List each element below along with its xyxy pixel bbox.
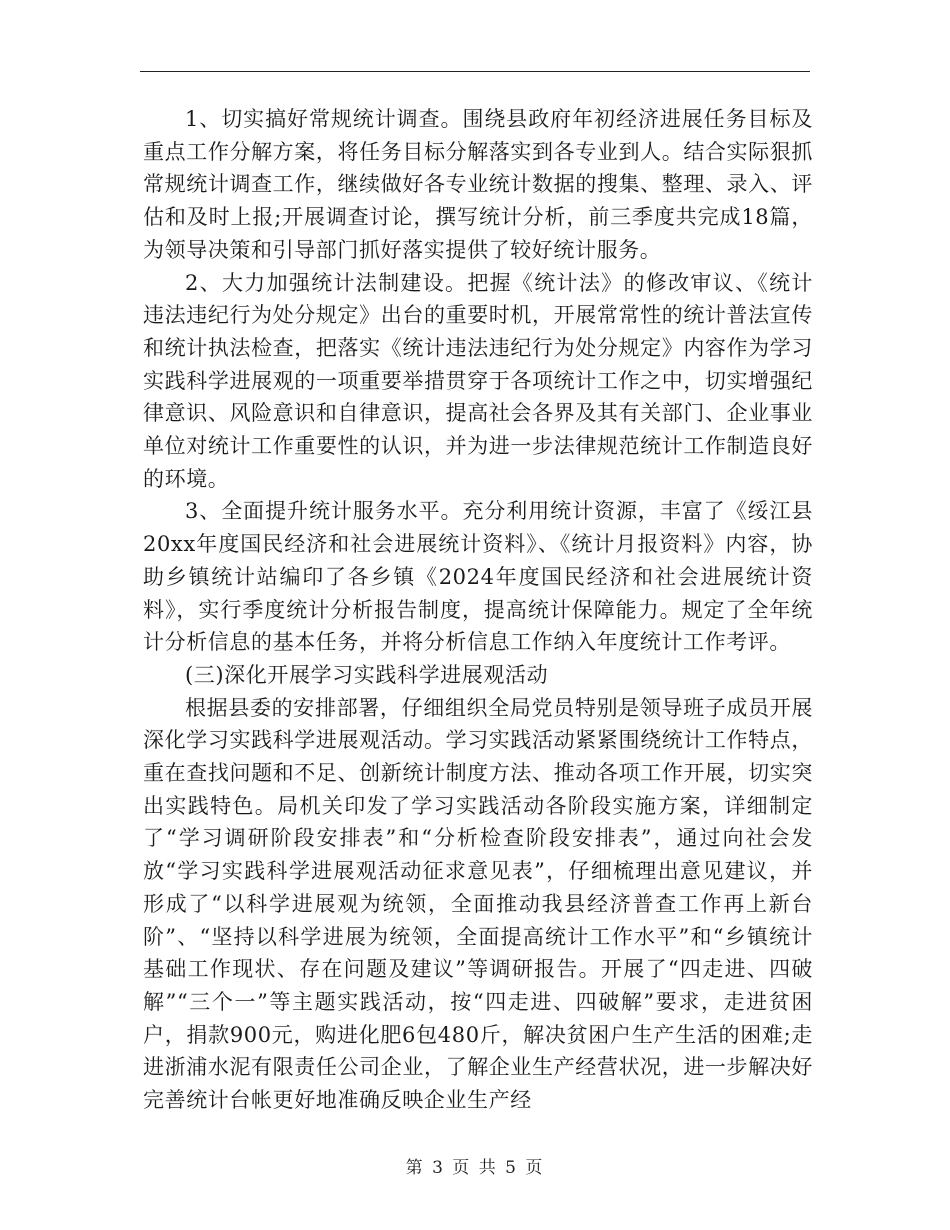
paragraph-3: 3、全面提升统计服务水平。充分利用统计资源，丰富了《绥江县20xx年度国民经济和社会进展统计资料》、《统计月报资料》内容，协助乡镇统计站编印了各乡镇《2024年度国民经济和社会进展统计资料》，实行季度统计分析报告制度，提高统计保障能力。规定了全年统计分析信息的基本任务，并将分析信息工作纳入年度统计工作考评。	[143, 499, 813, 655]
page-number-footer: 第 3 页 共 5 页	[405, 1158, 545, 1178]
paragraph-1: 1、切实搞好常规统计调查。围绕县政府年初经济进展任务目标及重点工作分解方案，将任务目标分解落实到各专业到人。结合实际狠抓常规统计调查工作，继续做好各专业统计数据的搜集、整理、录入、评估和及时上报;开展调查讨论，撰写统计分析，前三季度共完成18篇，为领导决策和引导部门抓好落实提供了较好统计服务。	[143, 107, 813, 262]
paragraph-2: 2、大力加强统计法制建设。把握《统计法》的修改审议、《统计违法违纪行为处分规定》出台的重要时机，开展常常性的统计普法宣传和统计执法检查，把落实《统计违法违纪行为处分规定》内容作为学习实践科学进展观的一项重要举措贯穿于各项统计工作之中，切实增强纪律意识、风险意识和自律意识，提高社会各界及其有关部门、企业事业单位对统计工作重要性的认识，并为进一步法律规范统计工作制造良好的环境。	[143, 270, 813, 491]
paragraph-4: 根据县委的安排部署，仔细组织全局党员特别是领导班子成员开展深化学习实践科学进展观活动。学习实践活动紧紧围绕统计工作特点，重在查找问题和不足、创新统计制度方法、推动各项工作开展，切实突出实践特色。局机关印发了学习实践活动各阶段实施方案，详细制定了“学习调研阶段安排表”和“分析检查阶段安排表”，通过向社会发放“学习实践科学进展观活动征求意见表”，仔细梳理出意见建议，并形成了“以科学进展观为统领，全面推动我县经济普查工作再上新台阶”、“坚持以科学进展为统领，全面提高统计工作水平”和“乡镇统计基础工作现状、存在问题及建议”等调研报告。开展了“四走进、四破解”“三个一”等主题实践活动，按“四走进、四破解”要求，走进贫困户，捐款900元，购进化肥6包480斤，解决贫困户生产生活的困难;走进浙浦水泥有限责任公司企业，了解企业生产经营状况，进一步解决好完善统计台帐更好地准确反映企业生产经	[143, 695, 813, 1113]
document-body	[143, 103, 813, 1117]
header-rule	[140, 71, 810, 72]
section-heading: (三)深化开展学习实践科学进展观活动	[185, 662, 549, 687]
